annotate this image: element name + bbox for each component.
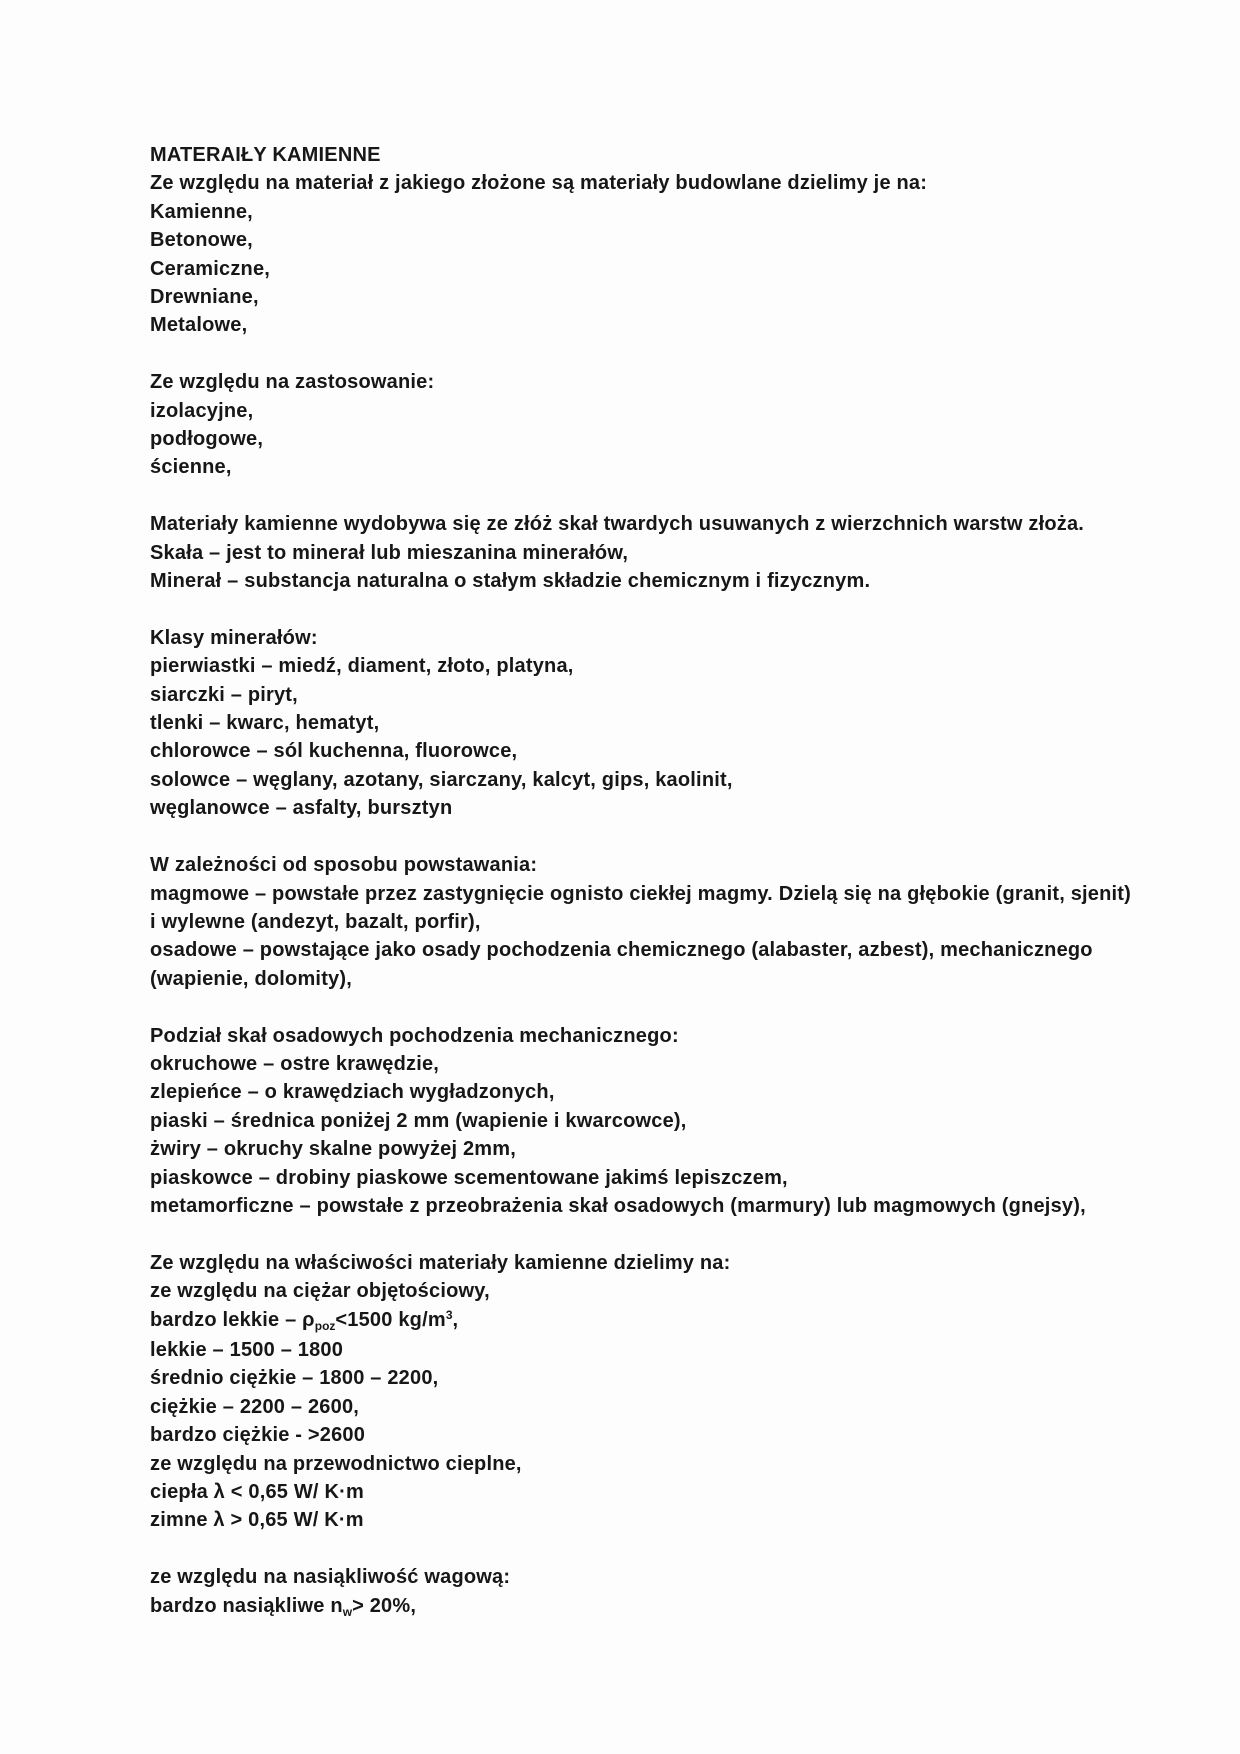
paragraph-block	[150, 851, 1131, 993]
text-line: magmowe – powstałe przez zastygnięcie ognisto ciekłej magmy. Dzielą się na głębokie (granit, sjenit)	[150, 882, 1132, 905]
paragraph-block	[150, 624, 1131, 823]
text-line: ze względu na nasiąkliwość wagową:	[150, 1566, 511, 1589]
text-line: Podział skał osadowych pochodzenia mechanicznego:	[150, 1024, 679, 1047]
text-line: Materiały kamienne wydobywa się ze złóż skał twardych usuwanych z wierzchnich warstw złoża.	[150, 513, 1085, 536]
subscript-text: w	[342, 1604, 353, 1619]
text-line: ścienne,	[150, 456, 232, 479]
text-line: Klasy minerałów:	[150, 626, 318, 649]
text-line: piaskowce – drobiny piaskowe scementowane jakimś lepiszczem,	[150, 1166, 788, 1189]
text-line: piaski – średnica poniżej 2 mm (wapienie i kwarcowce),	[150, 1109, 687, 1132]
text-line: zlepieńce – o krawędziach wygładzonych,	[150, 1081, 555, 1104]
text-line	[150, 1306, 1131, 1336]
paragraph-block	[150, 1249, 1131, 1535]
text-line: solowce – węglany, azotany, siarczany, kalcyt, gips, kaolinit,	[150, 768, 733, 791]
text-line: ze względu na przewodnictwo cieplne,	[150, 1452, 522, 1475]
text-line: podłogowe,	[150, 428, 264, 451]
text-segment: > 20%,	[352, 1594, 417, 1617]
text-line: izolacyjne,	[150, 399, 254, 422]
text-line: ciepła λ < 0,65 W/ K·m	[150, 1481, 364, 1503]
subscript-text: poz	[314, 1318, 336, 1333]
text-line: Drewniane,	[150, 286, 259, 309]
text-line: Ceramiczne,	[150, 257, 271, 280]
text-segment: ,	[452, 1308, 459, 1331]
text-line: żwiry – okruchy skalne powyżej 2mm,	[150, 1138, 517, 1161]
text-segment: bardzo lekkie – ρ	[150, 1308, 315, 1331]
text-line: W zależności od sposobu powstawania:	[150, 854, 538, 877]
text-line: węglanowce – asfalty, bursztyn	[150, 797, 453, 820]
text-line: okruchowe – ostre krawędzie,	[150, 1052, 440, 1075]
text-line: Metalowe,	[150, 314, 248, 337]
text-line: Skała – jest to minerał lub mieszanina minerałów,	[150, 541, 629, 564]
text-line: i wylewne (andezyt, bazalt, porfir),	[150, 910, 481, 933]
text-line: lekkie – 1500 – 1800	[150, 1338, 344, 1361]
text-line: tlenki – kwarc, hematyt,	[150, 712, 380, 735]
page-title: MATERAIŁY KAMIENNE	[150, 144, 381, 166]
text-line: ze względu na ciężar objętościowy,	[150, 1280, 490, 1303]
text-line: Ze względu na właściwości materiały kamienne dzielimy na:	[150, 1251, 731, 1274]
text-line: (wapienie, dolomity),	[150, 967, 352, 990]
paragraph-block	[150, 1563, 1131, 1622]
text-line: Kamienne,	[150, 200, 253, 223]
paragraph-block	[150, 1022, 1131, 1221]
text-segment: bardzo nasiąkliwe n	[150, 1594, 343, 1617]
text-line: osadowe – powstające jako osady pochodzenia chemicznego (alabaster, azbest), mechanicznego	[150, 939, 1093, 962]
text-line: Ze względu na zastosowanie:	[150, 371, 435, 394]
text-line: pierwiastki – miedź, diament, złoto, platyna,	[150, 655, 574, 678]
superscript-text: 3	[445, 1307, 453, 1322]
text-line: siarczki – piryt,	[150, 683, 298, 706]
text-line: Ze względu na materiał z jakiego złożone są materiały budowlane dzielimy je na:	[150, 172, 928, 195]
text-line: metamorficzne – powstałe z przeobrażenia skał osadowych (marmury) lub magmowych (gnejsy),	[150, 1194, 1086, 1217]
text-line: średnio ciężkie – 1800 – 2200,	[150, 1367, 439, 1390]
paragraph-block	[150, 368, 1131, 482]
text-segment: <1500 kg/m	[335, 1308, 446, 1331]
paragraph-block	[150, 510, 1131, 595]
text-line: zimne λ > 0,65 W/ K·m	[150, 1509, 364, 1532]
text-line: bardzo ciężkie - >2600	[150, 1424, 366, 1447]
text-line	[150, 1592, 1131, 1622]
text-line: ciężkie – 2200 – 2600,	[150, 1395, 360, 1418]
text-line: Minerał – substancja naturalna o stałym składzie chemicznym i fizycznym.	[150, 570, 871, 593]
paragraph-block	[150, 141, 1131, 340]
document-body	[150, 141, 1131, 1650]
text-line: chlorowce – sól kuchenna, fluorowce,	[150, 740, 518, 763]
text-line: Betonowe,	[150, 229, 253, 252]
